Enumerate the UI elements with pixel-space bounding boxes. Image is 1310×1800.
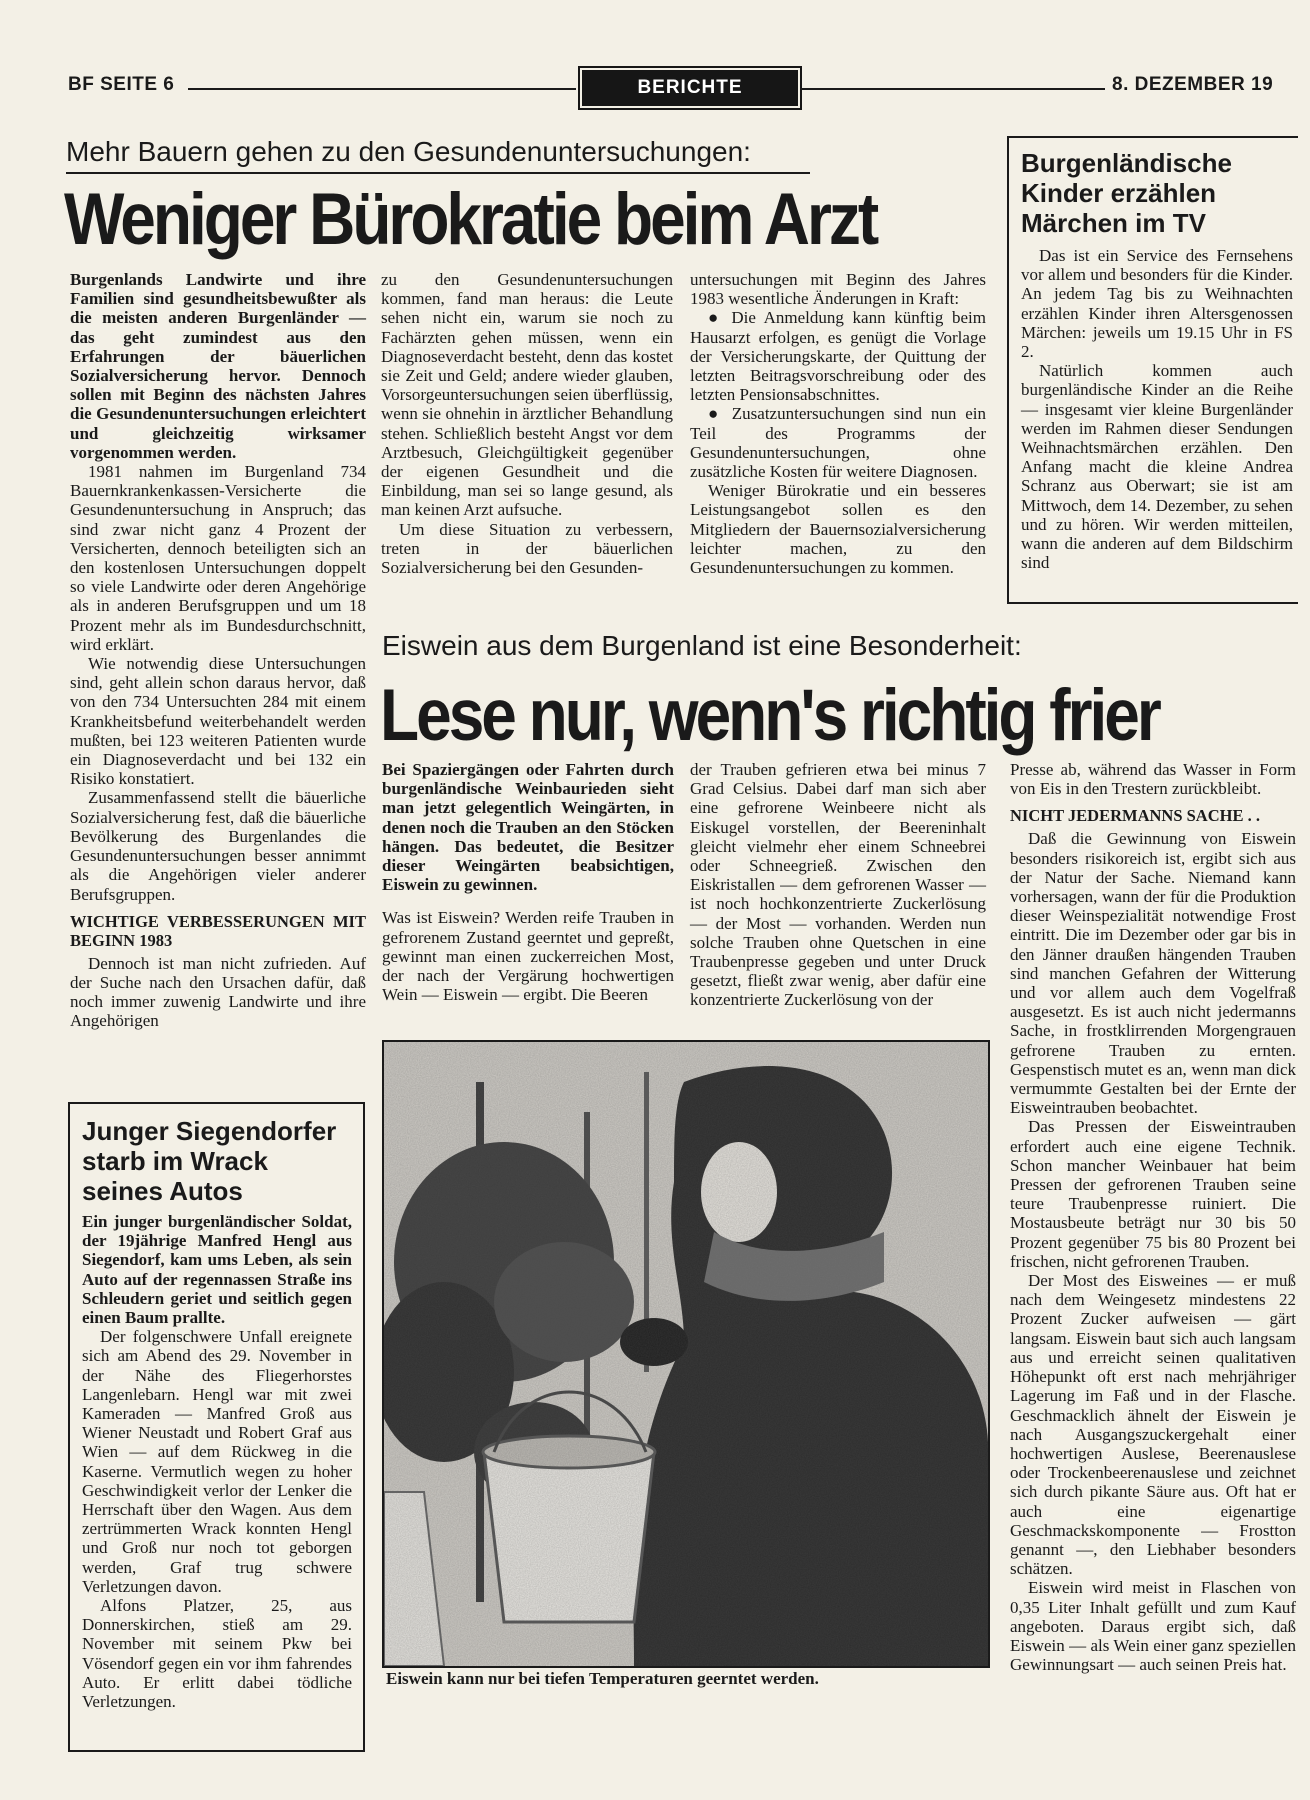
tv-box-title: Burgenländische Kinder erzählen Märchen im TV xyxy=(1021,148,1232,238)
article2-paragraph: Was ist Eiswein? Werden reife Trauben in gefrorenem Zustand geerntet und gepreßt, gewinnt man einen zuckerreichen Most, der nach der Vergärung hochwertigen Wein — Eiswein — ergibt. Die Beeren xyxy=(382,908,674,1005)
article2-paragraph: der Trauben gefrieren etwa bei minus 7 Grad Celsius. Dabei darf man sich aber eine gefrorene Weinbeere nicht als Eiskugel vorstellen, der Beereninhalt gleicht vielmehr eher einem Schneebrei oder Schneegrieß. Zwischen den Eiskristallen — dem gefrorenen Wasser — ist noch hochkonzentrierte Zuckerlösung — der Most — vorhanden. Werden nun solche Trauben ohne Quetschen in eine Traubenpresse gegeben und unter Druck gesetzt, fließt zwar wenig, aber dafür eine konzentrierte Zuckerlösung von der xyxy=(690,760,986,1010)
tv-news-box xyxy=(1007,136,1298,604)
article1-paragraph: zu den Gesundenuntersuchungen kommen, fand man heraus: die Leute sehen nicht ein, warum sie noch zu Fachärzten gehen müssen, wenn ein Diagnoseverdacht besteht, denn das kostet sie Zeit und Geld; andere wieder glauben, Vorsorgeuntersuchungen seien überflüssig, wenn sie ohnehin in ärztlicher Behandlung stehen. Schließlich besteht Angst vor dem Arztbesuch, Gleichgültigkeit gegenüber der eigenen Gesundheit und die Einbildung, man sei so lange gesund, als man keinen Arzt aufsuche. xyxy=(381,270,673,520)
article1-paragraph: Dennoch ist man nicht zufrieden. Auf der Suche nach den Ursachen dafür, daß noch immer zuwenig Landwirte und ihre Angehörigen xyxy=(70,953,366,1031)
article1-paragraph: Wie notwendig diese Untersuchungen sind, geht allein schon daraus hervor, daß von den 734 Untersuchten 284 mit einem Krankheitsbefund weiterbehandelt werden mußten, bei 123 weiteren Patienten wurde ein Diagnoseverdacht und bei 132 ein Risiko konstatiert. xyxy=(70,654,366,789)
accident-box-text xyxy=(82,1212,352,1711)
article2-paragraph: Eiswein wird meist in Flaschen von 0,35 Liter Inhalt gefüllt und zum Kauf angeboten. Daraus ergibt sich, daß Eiswein — als Wein einer ganz speziellen Gewinnungsart — auch seinen Preis hat. xyxy=(1010,1578,1296,1675)
tv-box-paragraph: Natürlich kommen auch burgenländische Kinder an die Reihe — insgesamt vier kleine Burgenländer werden im Rahmen dieser Sendungen Weihnachtsmärchen erzählen. Den Anfang macht die kleine Andrea Schranz aus Oberwart; sie ist am Mittwoch, dem 14. Dezember, zu sehen und zu hören. Wir werden mitteilen, wann die anderen auf dem Bildschirm sind xyxy=(1021,361,1293,573)
header-rule-left xyxy=(188,88,576,90)
article2-column-3 xyxy=(1010,760,1296,1674)
article2-paragraph: Daß die Gewinnung von Eiswein besonders risikoreich ist, ergibt sich aus der Natur der Sache. Niemand kann vorhersagen, wann der für die Produktion dieser Weinspezialität notwendige Frost eintritt. Die im Dezember oder gar bis in den Jänner draußen hängenden Trauben sind manchen Gefahren der Witterung und vor allem auch dem Vogelfraß ausgesetzt. Es ist auch nicht jedermanns Sache, in frostklirrenden Morgengrauen gefrorene Trauben zu ernten. Gespenstisch mutet es an, wenn man dick vermummte Gestalten bei der Ernte der Eisweintrauben beobachtet. xyxy=(1010,829,1296,1118)
article1-paragraph: 1981 nahmen im Burgenland 734 Bauernkrankenkassen-Versicherte die Gesundenuntersuchung in Anspruch; das sind zwar nicht ganz 4 Prozent der Versicherten, dennoch beteiligten sich an den kostenlosen Untersuchungen doppelt so viele Landwirte oder deren Angehörige als in anderen Berufsgruppen und um 18 Prozent mehr als im Bundesdurchschnitt, wird erklärt. xyxy=(70,462,366,654)
article2-paragraph: Das Pressen der Eisweintrauben erfordert auch eine eigene Technik. Schon mancher Weinbauer hat beim Pressen der gefrorenen Trauben seine teure Traubenpresse ruiniert. Die Mostausbeute beträgt nur 30 bis 50 Prozent gegenüber 75 bis 80 Prozent bei frischen, nicht gefrorenen Trauben. xyxy=(1010,1117,1296,1271)
article2-column-2 xyxy=(690,760,986,1010)
article1-paragraph: untersuchungen mit Beginn des Jahres 1983 wesentliche Änderungen in Kraft: xyxy=(690,270,986,309)
tv-box-paragraph: Das ist ein Service des Fernsehens vor allem und besonders für die Kinder. An jedem Tag bis zu Weihnachten erzählen Kinder ihren Altersgenossen Märchen: jeweils um 19.15 Uhr in FS 2. xyxy=(1021,246,1293,362)
article1-column-2 xyxy=(381,270,673,577)
photo-caption: Eiswein kann nur bei tiefen Temperaturen geerntet werden. xyxy=(386,1669,819,1688)
article2-lead: Bei Spaziergängen oder Fahrten durch burgenländische Weinbaurieden sieht man jetzt gelegentlich Weingärten, in denen noch die Trauben an den Stöcken hängen. Das bedeutet, die Besitzer dieser Weingärten beabsichtigen, Eiswein zu gewinnen. xyxy=(382,760,674,895)
article1-kicker-rule xyxy=(66,172,810,174)
article1-lead: Burgenlands Landwirte und ihre Familien sind gesundheitsbewußter als die meisten anderen Burgenländer — das geht zumindest aus den Erfahrungen der bäuerlichen Sozialversicherung hervor. Dennoch sollen mit Beginn des nächsten Jahres die Gesundenuntersuchungen erleichtert und gleichzeitig wirksamer vorgenommen werden. xyxy=(70,270,366,462)
accident-box-paragraph: Alfons Platzer, 25, aus Donnerskirchen, stieß am 29. November mit seinem Pkw bei Vösendorf gegen ein vor ihm fahrendes Auto. Er erlitt dabei tödliche Verletzungen. xyxy=(82,1596,352,1712)
article1-paragraph: Weniger Bürokratie und ein besseres Leistungsangebot sollen es den Mitgliedern der Bauernsozialversicherung leichter machen, zu den Gesundenuntersuchungen zu kommen. xyxy=(690,481,986,578)
accident-box-paragraph: Der folgenschwere Unfall ereignete sich am Abend des 29. November in der Nähe des Fliegerhorstes Langenlebarn. Hengl war mit zwei Kameraden — Manfred Groß aus Wiener Neustadt und Robert Graf aus Wien — auf dem Rückweg in die Kaserne. Vermutlich wegen zu hoher Geschwindigkeit verlor der Lenker die Herrschaft über den Wagen. Aus dem zertrümmerten Wrack konnten Hengl und Groß nur noch tot geborgen werden, Graf trug schwere Verletzungen davon. xyxy=(82,1327,352,1596)
photo-illustration xyxy=(384,1042,988,1666)
header-rule-right xyxy=(800,88,1105,90)
article1-headline: Weniger Bürokratie beim Arzt xyxy=(64,177,877,260)
page-number: BF SEITE 6 xyxy=(68,74,175,95)
accident-box-lead: Ein junger burgenländischer Soldat, der 19jährige Manfred Hengl aus Siegendorf, kam ums Leben, als sein Auto auf der regennassen Straße ins Schleudern geriet und seitlich gegen einen Baum prallte. xyxy=(82,1212,352,1328)
article1-bullet: ● Zusatzuntersuchungen sind nun ein Teil des Programms der Gesundenuntersuchungen, ohne zusätzliche Kosten für weitere Diagnosen. xyxy=(690,404,986,482)
article1-paragraph: Um diese Situation zu verbessern, treten in der bäuerlichen Sozialversicherung bei den Gesunden- xyxy=(381,519,673,578)
accident-news-box xyxy=(68,1102,365,1752)
article1-subhead: WICHTIGE VERBESSERUNGEN MIT BEGINN 1983 xyxy=(70,911,366,950)
article1-column-1 xyxy=(70,270,366,1031)
accident-box-title: Junger Siegendorfer starb im Wrack seines Autos xyxy=(82,1116,337,1206)
article1-kicker: Mehr Bauern gehen zu den Gesundenuntersuchungen: xyxy=(66,136,751,167)
article2-kicker: Eiswein aus dem Burgenland ist eine Besonderheit: xyxy=(382,630,1022,661)
article2-paragraph: Der Most des Eisweines — er muß nach dem Weingesetz mindestens 22 Prozent Zucker aufweisen — gärt langsam. Eiswein baut sich auch langsam aus und erreicht seinen qualitativen Höhepunkt oft erst nach mehrjähriger Lagerung im Faß und in der Flasche. Geschmacklich ähnelt der Eiswein je nach Ausgangszuckergehalt einer hochwertigen Auslese, Beerenauslese oder Trockenbeerenauslese und zeichnet sich durch pikante Säure aus. Oft hat er auch eine eigenartige Geschmackskomponente — Frostton genannt —, den Liebhaber besonders schätzen. xyxy=(1010,1271,1296,1579)
article2-column-1 xyxy=(382,760,674,1004)
article1-column-3 xyxy=(690,270,986,577)
article2-paragraph: Presse ab, während das Wasser in Form von Eis in den Trestern zurückbleibt. xyxy=(1010,760,1296,799)
section-label: BERICHTE xyxy=(582,70,798,106)
article1-paragraph: Zusammenfassend stellt die bäuerliche Sozialversicherung fest, daß die bäuerliche Bevölkerung des Burgenlandes die Gesundenuntersuchungen besser annimmt als die Angehörigen vieler anderer Berufsgruppen. xyxy=(70,788,366,904)
issue-date: 8. DEZEMBER 19 xyxy=(1112,74,1274,95)
photo-icewine-harvest xyxy=(382,1040,990,1668)
tv-box-text xyxy=(1021,246,1293,572)
article2-headline: Lese nur, wenn's richtig frier xyxy=(380,673,1159,756)
article1-bullet: ● Die Anmeldung kann künftig beim Hausarzt erfolgen, es genügt die Vorlage der Versicherungskarte, der Quittung der letzten Beitragsvorschreibung oder des letzten Pensionsabschnittes. xyxy=(690,308,986,405)
article2-subhead: NICHT JEDERMANNS SACHE . . xyxy=(1010,806,1260,826)
